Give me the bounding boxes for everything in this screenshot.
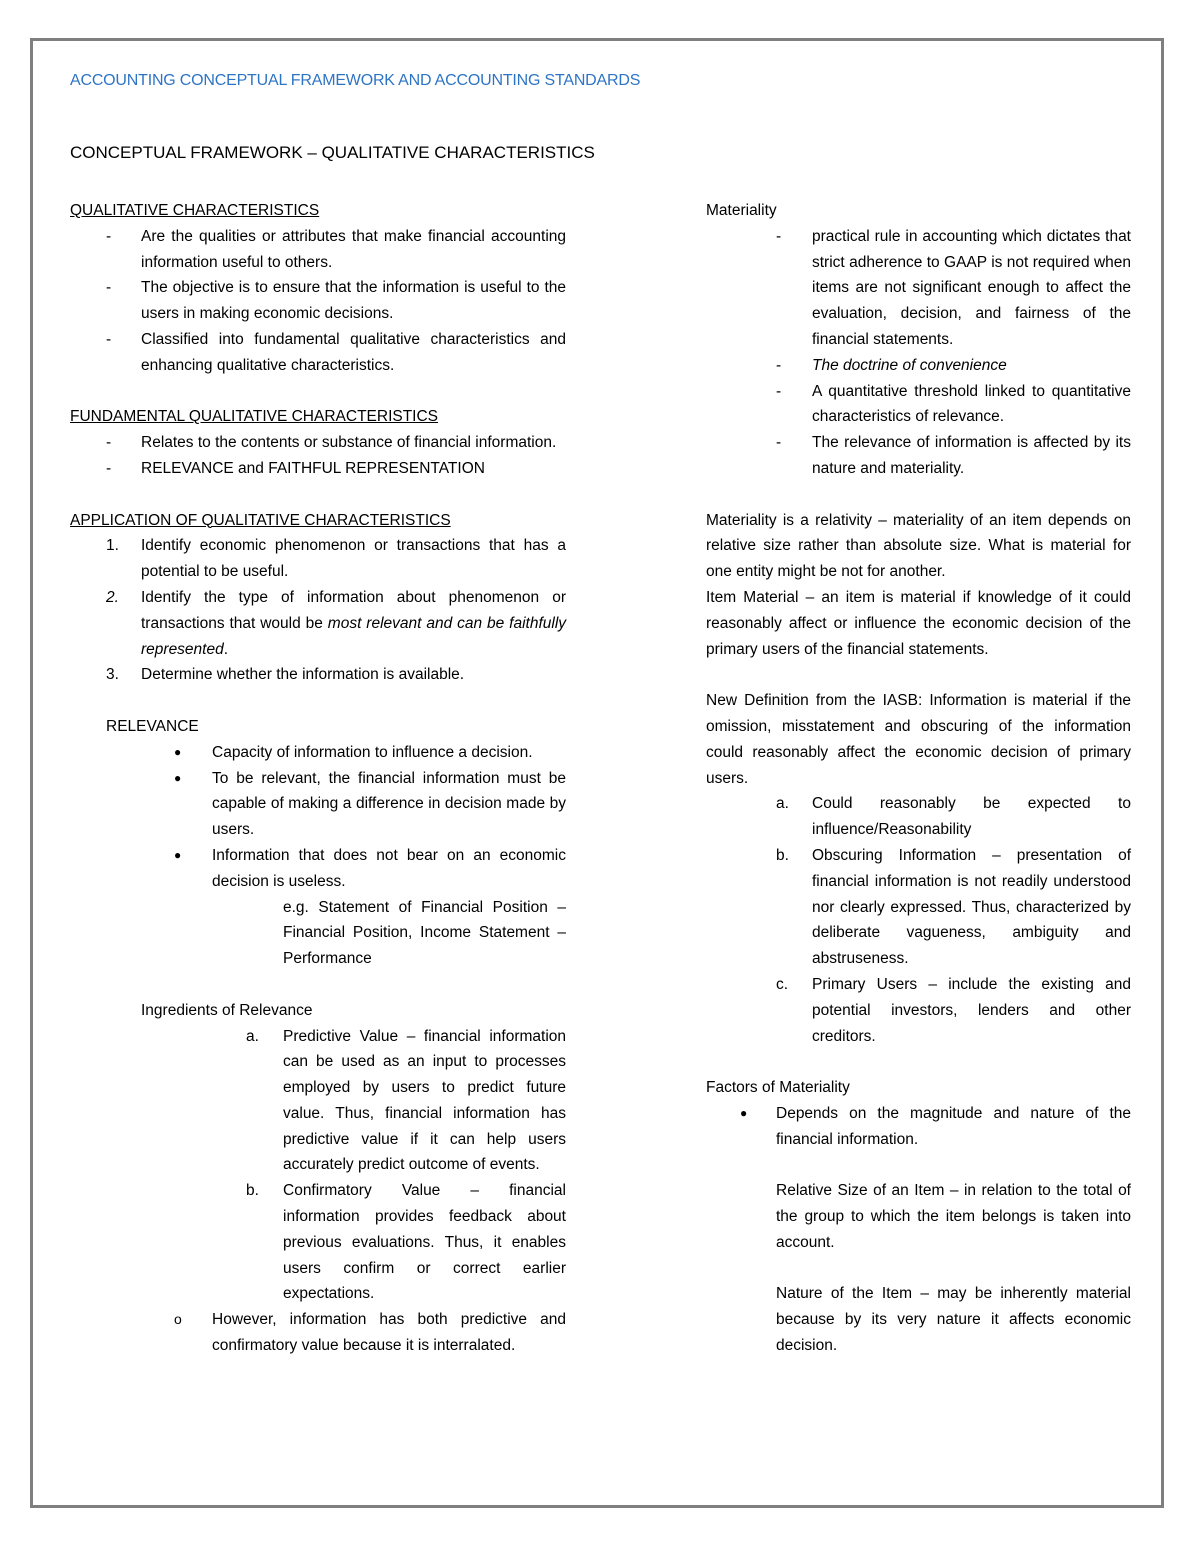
list-item: - Relates to the contents or substance of financial information. [70,430,566,456]
bullet-icon: ● [740,1105,748,1120]
list-item: a. Could reasonably be expected to influence/Reasonability [776,795,1131,839]
dash-marker: - [776,227,782,245]
item-material-paragraph: Item Material – an item is material if knowledge of it could reasonably affect or influence the economic decision of the primary users of the financial statements. [706,588,1131,658]
dash-marker: - [106,227,112,245]
list-item: - RELEVANCE and FAITHFUL REPRESENTATION [70,456,566,482]
left-column [70,198,566,1359]
bullet-icon: ● [174,744,182,759]
ingredients-heading: Ingredients of Relevance [141,1001,313,1019]
relevance-example: e.g. Statement of Financial Position – Financial Position, Income Statement – Performance [283,898,566,968]
dash-marker: - [776,434,782,452]
list-item: b. Obscuring Information – presentation of financial information is not readily understood nor clearly expressed. Thus, characterized by deliberate vagueness, ambiguity and abstruseness. [776,846,1131,968]
dash-marker: - [776,356,782,374]
list-item: - The relevance of information is affected by its nature and materiality. [706,430,1131,482]
factors-heading: Factors of Materiality [706,1079,850,1097]
list-item: ● To be relevant, the financial information must be capable of making a difference in decision made by users. [70,766,566,843]
relative-size-paragraph: Relative Size of an Item – in relation to the total of the group to which the item belongs is taken into account. [776,1182,1131,1251]
section-title: CONCEPTUAL FRAMEWORK – QUALITATIVE CHARACTERISTICS [70,143,595,162]
dash-marker: - [106,279,112,297]
bullet-icon: ● [174,770,182,785]
list-item: ● Capacity of information to influence a decision. [70,740,566,766]
relativity-paragraph: Materiality is a relativity – materiality of an item depends on relative size rather than absolute size. What is material for one entity might be not for another. [706,511,1131,581]
list-item: a. Predictive Value – financial information can be used as an input to processes employed by users to predict future value. Thus, financial information has predictive value if it can help users accurately predict outcome of events. [246,1027,566,1174]
list-item: 3. Determine whether the information is available. [106,666,465,684]
dash-marker: - [106,330,112,348]
list-item: - Classified into fundamental qualitative characteristics and enhancing qualitative characteristics. [70,327,566,379]
list-item: c. Primary Users – include the existing and potential investors, lenders and other creditors. [776,975,1131,1045]
list-item: o However, information has both predictive and confirmatory value because it is interralated. [70,1307,566,1359]
list-item: b. Confirmatory Value – financial information provides feedback about previous evaluations. Thus, it enables users confirm or correct earlier expectations. [246,1182,566,1303]
dash-marker: - [106,459,112,477]
document-title: ACCOUNTING CONCEPTUAL FRAMEWORK AND ACCOUNTING STANDARDS [70,72,641,89]
right-column [706,198,1131,1359]
list-item: ● Depends on the magnitude and nature of the financial information. [706,1101,1131,1153]
dash-marker: - [106,434,112,452]
qc-heading: QUALITATIVE CHARACTERISTICS [70,202,320,219]
circle-bullet-icon: o [174,1311,182,1328]
list-item: - practical rule in accounting which dictates that strict adherence to GAAP is not required when items are not significant enough to affect the evaluation, decision, and fairness of the financial statements. [706,224,1131,353]
aqc-heading: APPLICATION OF QUALITATIVE CHARACTERISTICS [70,511,451,529]
list-item: - Are the qualities or attributes that make financial accounting information useful to others. [70,224,566,276]
relevance-heading: RELEVANCE [106,717,199,735]
list-item: ● Information that does not bear on an economic decision is useless. [70,843,566,895]
fqc-heading: FUNDAMENTAL QUALITATIVE CHARACTERISTICS [70,408,439,426]
list-item: 1. Identify economic phenomenon or transactions that has a potential to be useful. [106,537,566,581]
dash-marker: - [776,382,782,400]
list-item: - A quantitative threshold linked to quantitative characteristics of relevance. [706,379,1131,431]
materiality-heading: Materiality [706,202,777,219]
list-item: - The objective is to ensure that the information is useful to the users in making economic decisions. [70,275,566,327]
list-item: - The doctrine of convenience [706,353,1131,379]
list-item: 2. Identify the type of information about phenomenon or transactions that would be most relevant and can be faithfully represented. [106,588,567,658]
nature-item-paragraph: Nature of the Item – may be inherently material because by its very nature it affects economic decision. [776,1285,1131,1355]
bullet-icon: ● [174,847,182,862]
new-definition-paragraph: New Definition from the IASB: Information is material if the omission, misstatement and obscuring of the information could reasonably affect the economic decision of primary users. [706,692,1131,787]
